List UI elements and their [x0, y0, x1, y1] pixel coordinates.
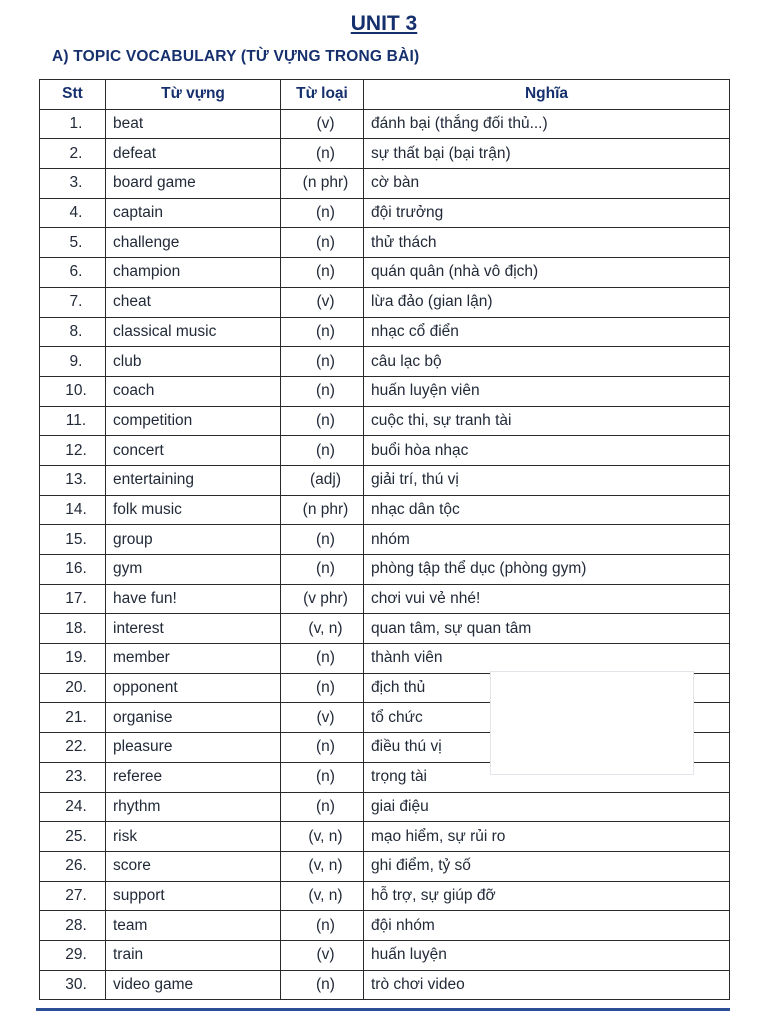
table-row — [40, 555, 730, 585]
row-number: 8. — [40, 317, 106, 347]
table-row — [40, 644, 730, 674]
word-cell: rhythm — [106, 792, 281, 822]
row-number: 21. — [40, 703, 106, 733]
row-number: 5. — [40, 228, 106, 258]
meaning-cell: huấn luyện — [364, 940, 730, 970]
pos-cell: (v, n) — [281, 822, 364, 852]
word-cell: pleasure — [106, 733, 281, 763]
meaning-cell: đội nhóm — [364, 911, 730, 941]
row-number: 22. — [40, 733, 106, 763]
pos-cell: (n) — [281, 970, 364, 1000]
word-cell: concert — [106, 436, 281, 466]
table-row — [40, 376, 730, 406]
row-number: 14. — [40, 495, 106, 525]
table-row — [40, 940, 730, 970]
pos-cell: (n) — [281, 911, 364, 941]
meaning-cell: tổ chức — [364, 703, 730, 733]
word-cell: coach — [106, 376, 281, 406]
table-row — [40, 584, 730, 614]
word-cell: challenge — [106, 228, 281, 258]
pos-cell: (n) — [281, 792, 364, 822]
row-number: 1. — [40, 109, 106, 139]
table-row — [40, 139, 730, 169]
blank-overlay-box — [490, 671, 694, 775]
meaning-cell: mạo hiểm, sự rủi ro — [364, 822, 730, 852]
pos-cell: (n) — [281, 347, 364, 377]
meaning-cell: điều thú vị — [364, 733, 730, 763]
pos-cell: (v phr) — [281, 584, 364, 614]
pos-cell: (v) — [281, 940, 364, 970]
word-cell: cheat — [106, 287, 281, 317]
column-header-word: Từ vựng — [106, 80, 281, 110]
column-header-pos: Từ loại — [281, 80, 364, 110]
word-cell: organise — [106, 703, 281, 733]
row-number: 7. — [40, 287, 106, 317]
meaning-cell: đội trưởng — [364, 198, 730, 228]
pos-cell: (n) — [281, 198, 364, 228]
word-cell: group — [106, 525, 281, 555]
section-heading: A) TOPIC VOCABULARY (TỪ VỰNG TRONG BÀI) — [52, 48, 420, 65]
row-number: 10. — [40, 376, 106, 406]
table-row — [40, 465, 730, 495]
meaning-cell: chơi vui vẻ nhé! — [364, 584, 730, 614]
word-cell: competition — [106, 406, 281, 436]
row-number: 2. — [40, 139, 106, 169]
word-cell: gym — [106, 555, 281, 585]
row-number: 15. — [40, 525, 106, 555]
table-row — [40, 792, 730, 822]
meaning-cell: lừa đảo (gian lận) — [364, 287, 730, 317]
pos-cell: (n) — [281, 673, 364, 703]
meaning-cell: trò chơi video — [364, 970, 730, 1000]
table-row — [40, 614, 730, 644]
pos-cell: (adj) — [281, 465, 364, 495]
word-cell: train — [106, 940, 281, 970]
row-number: 12. — [40, 436, 106, 466]
word-cell: risk — [106, 822, 281, 852]
word-cell: classical music — [106, 317, 281, 347]
meaning-cell: giải trí, thú vị — [364, 465, 730, 495]
table-row — [40, 406, 730, 436]
table-row — [40, 169, 730, 199]
word-cell: captain — [106, 198, 281, 228]
meaning-cell: giai điệu — [364, 792, 730, 822]
row-number: 9. — [40, 347, 106, 377]
row-number: 13. — [40, 465, 106, 495]
word-cell: board game — [106, 169, 281, 199]
meaning-cell: nhạc cổ điển — [364, 317, 730, 347]
pos-cell: (v, n) — [281, 881, 364, 911]
row-number: 16. — [40, 555, 106, 585]
pos-cell: (v) — [281, 109, 364, 139]
column-header-stt: Stt — [40, 80, 106, 110]
word-cell: team — [106, 911, 281, 941]
table-row — [40, 198, 730, 228]
footer-rule — [36, 1008, 730, 1011]
meaning-cell: hỗ trợ, sự giúp đỡ — [364, 881, 730, 911]
meaning-cell: thử thách — [364, 228, 730, 258]
word-cell: referee — [106, 762, 281, 792]
pos-cell: (v, n) — [281, 851, 364, 881]
row-number: 28. — [40, 911, 106, 941]
meaning-cell: nhạc dân tộc — [364, 495, 730, 525]
meaning-cell: buổi hòa nhạc — [364, 436, 730, 466]
word-cell: champion — [106, 258, 281, 288]
pos-cell: (n phr) — [281, 169, 364, 199]
table-body — [40, 109, 730, 1000]
pos-cell: (n) — [281, 525, 364, 555]
word-cell: beat — [106, 109, 281, 139]
table-row — [40, 347, 730, 377]
row-number: 26. — [40, 851, 106, 881]
word-cell: score — [106, 851, 281, 881]
table-row — [40, 258, 730, 288]
meaning-cell: địch thủ — [364, 673, 730, 703]
word-cell: defeat — [106, 139, 281, 169]
word-cell: entertaining — [106, 465, 281, 495]
row-number: 23. — [40, 762, 106, 792]
meaning-cell: thành viên — [364, 644, 730, 674]
row-number: 17. — [40, 584, 106, 614]
meaning-cell: cờ bàn — [364, 169, 730, 199]
word-cell: interest — [106, 614, 281, 644]
table-row — [40, 495, 730, 525]
pos-cell: (n) — [281, 406, 364, 436]
table-row — [40, 970, 730, 1000]
pos-cell: (n) — [281, 555, 364, 585]
meaning-cell: cuộc thi, sự tranh tài — [364, 406, 730, 436]
word-cell: video game — [106, 970, 281, 1000]
pos-cell: (n) — [281, 644, 364, 674]
pos-cell: (n) — [281, 317, 364, 347]
meaning-cell: nhóm — [364, 525, 730, 555]
word-cell: club — [106, 347, 281, 377]
meaning-cell: trọng tài — [364, 762, 730, 792]
meaning-cell: quán quân (nhà vô địch) — [364, 258, 730, 288]
row-number: 20. — [40, 673, 106, 703]
row-number: 18. — [40, 614, 106, 644]
meaning-cell: ghi điểm, tỷ số — [364, 851, 730, 881]
row-number: 11. — [40, 406, 106, 436]
row-number: 27. — [40, 881, 106, 911]
table-row — [40, 525, 730, 555]
table-row — [40, 317, 730, 347]
table-row — [40, 881, 730, 911]
table-header-row — [40, 80, 730, 110]
meaning-cell: huấn luyện viên — [364, 376, 730, 406]
meaning-cell: phòng tập thể dục (phòng gym) — [364, 555, 730, 585]
row-number: 6. — [40, 258, 106, 288]
unit-title: UNIT 3 — [350, 12, 418, 35]
table-row — [40, 851, 730, 881]
word-cell: member — [106, 644, 281, 674]
pos-cell: (n) — [281, 733, 364, 763]
meaning-cell: sự thất bại (bại trận) — [364, 139, 730, 169]
table-row — [40, 822, 730, 852]
row-number: 30. — [40, 970, 106, 1000]
table-row — [40, 228, 730, 258]
table-row — [40, 911, 730, 941]
table-row — [40, 287, 730, 317]
meaning-cell: đánh bại (thắng đối thủ...) — [364, 109, 730, 139]
word-cell: support — [106, 881, 281, 911]
word-cell: have fun! — [106, 584, 281, 614]
pos-cell: (n) — [281, 228, 364, 258]
row-number: 4. — [40, 198, 106, 228]
pos-cell: (v) — [281, 703, 364, 733]
row-number: 25. — [40, 822, 106, 852]
pos-cell: (n) — [281, 376, 364, 406]
row-number: 3. — [40, 169, 106, 199]
row-number: 24. — [40, 792, 106, 822]
meaning-cell: quan tâm, sự quan tâm — [364, 614, 730, 644]
word-cell: folk music — [106, 495, 281, 525]
pos-cell: (v) — [281, 287, 364, 317]
row-number: 29. — [40, 940, 106, 970]
pos-cell: (n) — [281, 139, 364, 169]
pos-cell: (n) — [281, 258, 364, 288]
word-cell: opponent — [106, 673, 281, 703]
table-row — [40, 109, 730, 139]
pos-cell: (v, n) — [281, 614, 364, 644]
table-row — [40, 436, 730, 466]
pos-cell: (n) — [281, 436, 364, 466]
vocabulary-table — [39, 79, 730, 1000]
pos-cell: (n phr) — [281, 495, 364, 525]
column-header-meaning: Nghĩa — [364, 80, 730, 110]
row-number: 19. — [40, 644, 106, 674]
pos-cell: (n) — [281, 762, 364, 792]
meaning-cell: câu lạc bộ — [364, 347, 730, 377]
